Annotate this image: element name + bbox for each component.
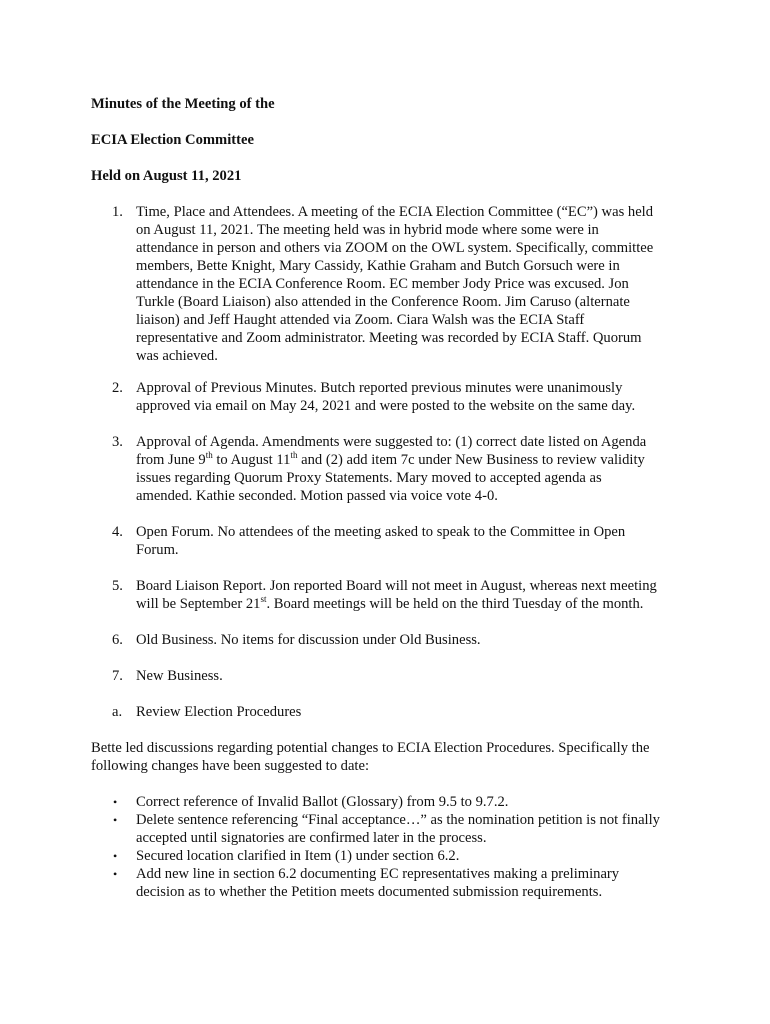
document-title: Minutes of the Meeting of the bbox=[91, 96, 275, 112]
item-line: New Business. bbox=[136, 668, 223, 684]
text-run: to August 11 bbox=[212, 452, 291, 468]
item-number: a. bbox=[112, 704, 123, 720]
item-line: Board Liaison Report. Jon reported Board will not meet in August, whereas next meeting bbox=[136, 578, 657, 594]
superscript: st bbox=[260, 594, 267, 604]
text-run: . Board meetings will be held on the third Tuesday of the month. bbox=[266, 596, 644, 612]
item-line: Approval of Previous Minutes. Butch reported previous minutes were unanimously bbox=[136, 380, 623, 396]
item-number: 3. bbox=[112, 434, 123, 450]
item-line: representative and Zoom administrator. Meeting was recorded by ECIA Staff. Quorum bbox=[136, 330, 642, 346]
text-run: will be September 21 bbox=[136, 596, 261, 612]
item-text bbox=[136, 203, 691, 365]
body-paragraph bbox=[91, 739, 691, 775]
item-line: Review Election Procedures bbox=[136, 704, 302, 720]
item-line: attendance in the ECIA Conference Room. EC member Jody Price was excused. Jon bbox=[136, 276, 629, 292]
bullet-text bbox=[136, 793, 508, 811]
item-text bbox=[136, 703, 691, 721]
item-line: Time, Place and Attendees. A meeting of the ECIA Election Committee (“EC”) was held bbox=[136, 204, 654, 220]
bullet-line: decision as to whether the Petition meets documented submission requirements. bbox=[136, 884, 603, 900]
item-line: Open Forum. No attendees of the meeting asked to speak to the Committee in Open bbox=[136, 524, 626, 540]
text-run: from June 9 bbox=[136, 452, 206, 468]
item-number: 2. bbox=[112, 380, 123, 396]
item-line: on August 11, 2021. The meeting held was in hybrid mode where some were in bbox=[136, 222, 599, 238]
bullet-symbol: • bbox=[113, 813, 118, 827]
bullet-line: Add new line in section 6.2 documenting EC representatives making a preliminary bbox=[136, 866, 620, 882]
bullet-text bbox=[136, 847, 459, 865]
text-run: and (2) add item 7c under New Business to review validity bbox=[297, 452, 645, 468]
bullet-symbol: • bbox=[113, 795, 118, 809]
item-line: issues regarding Quorum Proxy Statements. Mary moved to accepted agenda as bbox=[136, 470, 602, 486]
item-line: Turkle (Board Liaison) also attended in the Conference Room. Jim Caruso (alternate bbox=[136, 294, 630, 310]
item-text bbox=[136, 667, 691, 685]
item-text bbox=[136, 577, 691, 613]
bullet-line: Delete sentence referencing “Final acceptance…” as the nomination petition is not finally bbox=[136, 812, 660, 828]
item-text bbox=[136, 379, 691, 415]
item-number: 1. bbox=[112, 204, 123, 220]
item-line bbox=[136, 451, 691, 469]
bullet-text bbox=[136, 811, 660, 847]
bullet-line: accepted until signatories are confirmed later in the process. bbox=[136, 830, 487, 846]
superscript: th bbox=[290, 450, 298, 460]
item-line: Approval of Agenda. Amendments were suggested to: (1) correct date listed on Agenda bbox=[136, 434, 647, 450]
item-line: approved via email on May 24, 2021 and were posted to the website on the same day. bbox=[136, 398, 636, 414]
bullet-line: Secured location clarified in Item (1) under section 6.2. bbox=[136, 848, 460, 864]
item-number: 7. bbox=[112, 668, 123, 684]
item-line: Old Business. No items for discussion under Old Business. bbox=[136, 632, 481, 648]
item-line: was achieved. bbox=[136, 348, 218, 364]
item-line: liaison) and Jeff Haught attended via Zoom. Ciara Walsh was the ECIA Staff bbox=[136, 312, 585, 328]
bullet-line: Correct reference of Invalid Ballot (Glossary) from 9.5 to 9.7.2. bbox=[136, 794, 509, 810]
item-text bbox=[136, 631, 691, 649]
item-line: members, Bette Knight, Mary Cassidy, Kathie Graham and Butch Gorsuch were in bbox=[136, 258, 620, 274]
item-line bbox=[136, 595, 691, 613]
meeting-date: Held on August 11, 2021 bbox=[91, 168, 242, 184]
item-number: 6. bbox=[112, 632, 123, 648]
item-number: 5. bbox=[112, 578, 123, 594]
item-text bbox=[136, 523, 691, 559]
committee-name: ECIA Election Committee bbox=[91, 132, 254, 148]
bullet-symbol: • bbox=[113, 849, 118, 863]
paragraph-line: Bette led discussions regarding potential changes to ECIA Election Procedures. Specifically the bbox=[91, 740, 650, 756]
item-line: Forum. bbox=[136, 542, 179, 558]
item-text bbox=[136, 433, 691, 505]
bullet-symbol: • bbox=[113, 867, 118, 881]
item-line: attendance in person and others via ZOOM on the OWL system. Specifically, committee bbox=[136, 240, 654, 256]
paragraph-line: following changes have been suggested to date: bbox=[91, 758, 370, 774]
item-number: 4. bbox=[112, 524, 123, 540]
superscript: th bbox=[205, 450, 213, 460]
item-line: amended. Kathie seconded. Motion passed via voice vote 4-0. bbox=[136, 488, 498, 504]
bullet-text bbox=[136, 865, 619, 901]
